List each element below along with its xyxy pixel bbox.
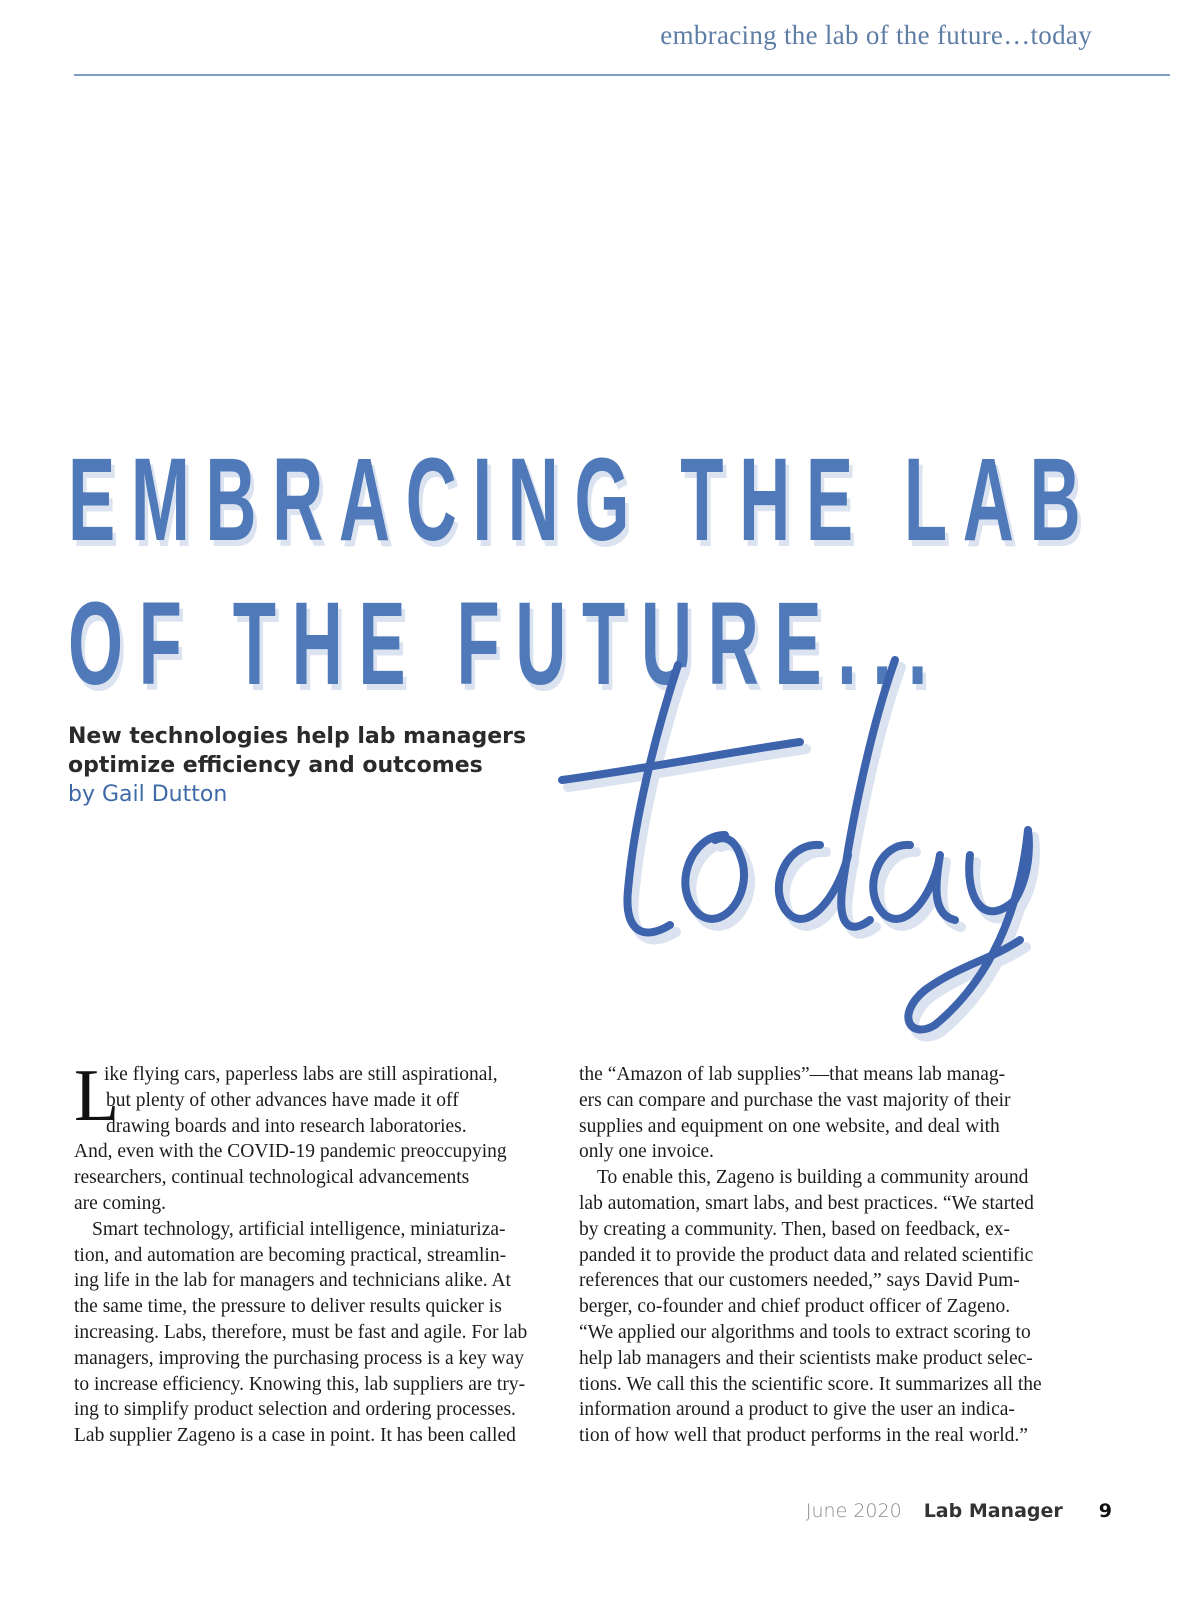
body-line: “We applied our algorithms and tools to extract scoring to [579, 1321, 1031, 1343]
body-line: but plenty of other advances have made it off [106, 1089, 459, 1111]
body-line: ing life in the lab for managers and technicians alike. At [74, 1270, 511, 1292]
issue-date: June 2020 [805, 1500, 902, 1522]
body-line: tion, and automation are becoming practical, streamlin- [74, 1244, 507, 1266]
body-line: the same time, the pressure to deliver results quicker is [74, 1296, 502, 1318]
page-footer [806, 1500, 1112, 1522]
magazine-name: Lab Manager [923, 1500, 1063, 1522]
running-head: embracing the lab of the future…today [660, 20, 1092, 50]
body-line: supplies and equipment on one website, and deal with [579, 1115, 1000, 1137]
body-line: researchers, continual technological advancements [74, 1167, 470, 1189]
body-line: ers can compare and purchase the vast majority of their [579, 1089, 1011, 1111]
body-line: help lab managers and their scientists make product selec- [579, 1347, 1033, 1369]
body-line: only one invoice. [579, 1141, 714, 1163]
body-line: panded it to provide the product data and related scientific [579, 1244, 1034, 1266]
body-line: to increase efficiency. Knowing this, lab suppliers are try- [74, 1373, 526, 1395]
body-line: managers, improving the purchasing process is a key way [74, 1347, 525, 1369]
drop-cap: L [74, 1055, 120, 1137]
body-line: by creating a community. Then, based on feedback, ex- [579, 1218, 1011, 1240]
deck-line-1: New technologies help lab managers [68, 724, 527, 749]
body-line: tions. We call this the scientific score. It summarizes all the [579, 1373, 1042, 1395]
body-line: ike flying cars, paperless labs are still aspirational, [104, 1064, 498, 1085]
header-divider [74, 74, 1170, 76]
body-line: the “Amazon of lab supplies”—that means lab manag- [579, 1064, 1006, 1085]
deck-line-2: optimize efficiency and outcomes [68, 753, 483, 778]
body-line: Smart technology, artificial intelligence, miniaturiza- [92, 1218, 506, 1240]
body-line: are coming. [74, 1192, 167, 1214]
body-line: ing to simplify product selection and ordering processes. [74, 1399, 516, 1421]
body-line: references that our customers needed,” says David Pum- [579, 1270, 1020, 1292]
body-column-right [579, 1062, 1059, 1449]
opening-paragraph [74, 1055, 554, 1217]
body-line: berger, co-founder and chief product officer of Zageno. [579, 1296, 1011, 1318]
today-script-lettering [550, 630, 1070, 1050]
body-line: To enable this, Zageno is building a community around [597, 1167, 1029, 1189]
body-line: lab automation, smart labs, and best practices. “We started [579, 1192, 1034, 1214]
body-column-left [74, 1055, 554, 1449]
page-number: 9 [1098, 1500, 1112, 1522]
headline-line-2: OF THE FUTURE... [68, 578, 943, 710]
body-line: tion of how well that product performs in the real world.” [579, 1425, 1028, 1447]
body-line: drawing boards and into research laboratories. [106, 1115, 467, 1137]
body-line: increasing. Labs, therefore, must be fast and agile. For lab [74, 1321, 528, 1343]
byline: by Gail Dutton [68, 782, 228, 807]
body-line: And, even with the COVID-19 pandemic preoccupying [74, 1141, 507, 1163]
body-line: Lab supplier Zageno is a case in point. It has been called [74, 1425, 516, 1447]
headline-line-1: EMBRACING THE LAB [68, 434, 1097, 566]
article-deck [68, 722, 526, 780]
body-line: information around a product to give the user an indica- [579, 1399, 1015, 1421]
